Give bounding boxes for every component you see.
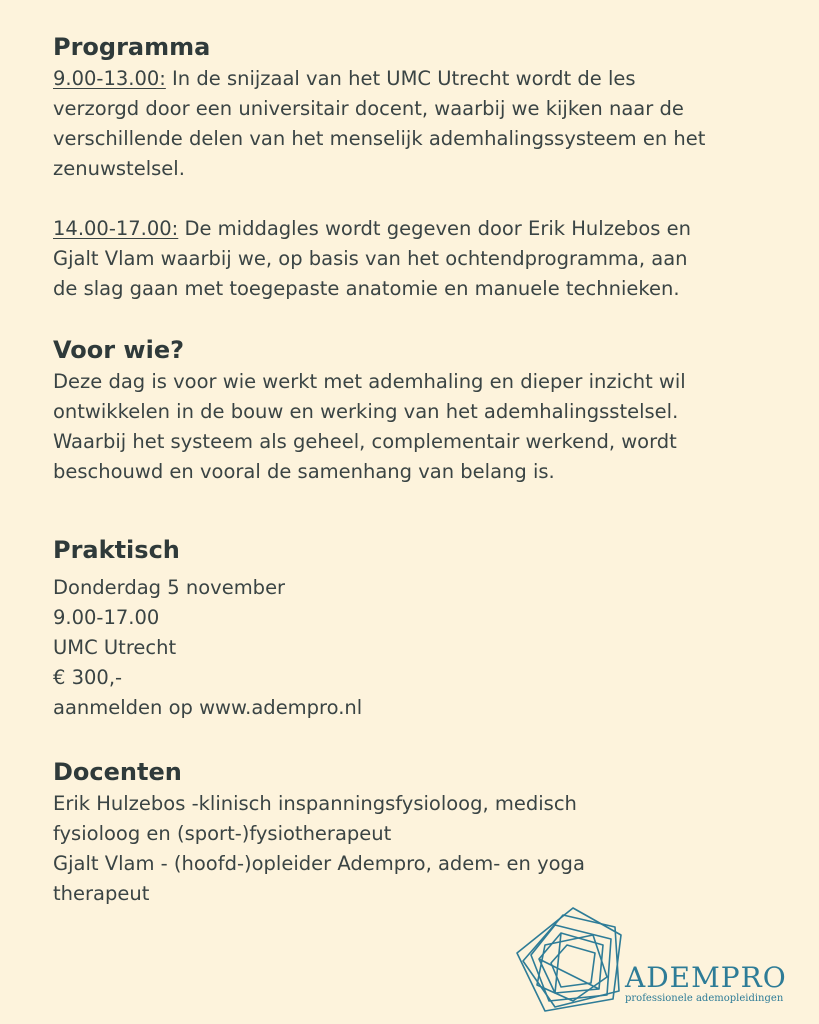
docenten-section	[53, 755, 783, 909]
morning-line-3: verschillende delen van het menselijk ademhalingssysteem en het	[53, 127, 706, 150]
praktisch-date: Donderdag 5 november	[53, 576, 286, 599]
afternoon-line-2: Gjalt Vlam waarbij we, op basis van het ochtendprogramma, aan	[53, 247, 688, 270]
programma-afternoon-paragraph	[53, 214, 783, 304]
voor-wie-heading: Voor wie?	[53, 336, 185, 364]
praktisch-signup: aanmelden op www.adempro.nl	[53, 696, 363, 719]
docent-line-1: Erik Hulzebos -klinisch inspanningsfysioloog, medisch	[53, 792, 577, 815]
voor-wie-line-2: ontwikkelen in de bouw en werking van het ademhalingsstelsel.	[53, 400, 679, 423]
voor-wie-paragraph	[53, 367, 783, 487]
praktisch-section	[53, 533, 783, 723]
morning-time: 9.00-13.00:	[53, 67, 166, 90]
morning-line-4: zenuwstelsel.	[53, 157, 185, 180]
programma-heading: Programma	[53, 33, 211, 61]
adempro-logo	[515, 905, 805, 1015]
morning-line-2: verzorgd door een universitair docent, waarbij we kijken naar de	[53, 97, 684, 120]
praktisch-time: 9.00-17.00	[53, 606, 160, 629]
afternoon-line-3: de slag gaan met toegepaste anatomie en manuele technieken.	[53, 277, 680, 300]
voor-wie-section	[53, 333, 783, 487]
praktisch-heading: Praktisch	[53, 536, 180, 564]
docenten-paragraph	[53, 789, 783, 909]
logo-name: ADEMPRO	[625, 961, 787, 994]
voor-wie-line-1: Deze dag is voor wie werkt met ademhaling en dieper inzicht wil	[53, 370, 686, 393]
programma-section	[53, 30, 783, 304]
docent-line-3: Gjalt Vlam - (hoofd-)opleider Adempro, adem- en yoga	[53, 852, 585, 875]
voor-wie-line-4: beschouwd en vooral de samenhang van belang is.	[53, 460, 555, 483]
praktisch-list	[53, 573, 783, 723]
flyer-content	[53, 30, 783, 909]
afternoon-line-1: De middagles wordt gegeven door Erik Hulzebos en	[178, 217, 691, 240]
morning-line-1: In de snijzaal van het UMC Utrecht wordt de les	[165, 67, 636, 90]
logo-tagline: professionele ademopleidingen	[625, 993, 784, 1004]
afternoon-time: 14.00-17.00:	[53, 217, 179, 240]
voor-wie-line-3: Waarbij het systeem als geheel, complementair werkend, wordt	[53, 430, 677, 453]
programma-morning-paragraph	[53, 64, 783, 184]
docenten-heading: Docenten	[53, 758, 182, 786]
docent-line-2: fysioloog en (sport-)fysiotherapeut	[53, 822, 392, 845]
geometric-pentagon-logo-icon	[515, 905, 635, 1015]
praktisch-location: UMC Utrecht	[53, 636, 177, 659]
praktisch-price: € 300,-	[53, 666, 123, 689]
docent-line-4: therapeut	[53, 882, 150, 905]
